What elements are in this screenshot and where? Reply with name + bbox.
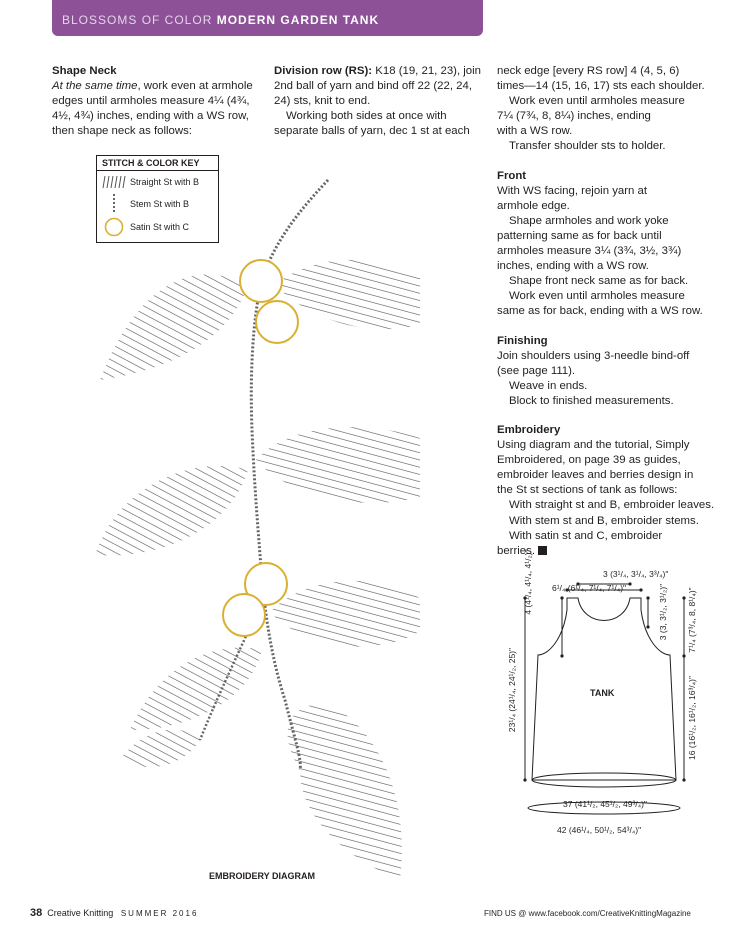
stitch-color-key — [96, 155, 219, 243]
front-heading: Front — [497, 169, 527, 182]
finishing-heading: Finishing — [497, 334, 548, 347]
text-line: armhole edge. — [497, 199, 570, 212]
text-line: With satin st and C, embroider — [509, 529, 663, 542]
text-line: With straight st and B, embroider leaves. — [509, 499, 715, 512]
key-satin: Satin St with C — [130, 222, 190, 232]
dim-chest: 37 (41¹/₂, 45¹/₂, 49³/₄)" — [563, 799, 647, 809]
text-line: Work even until armholes measure — [509, 95, 685, 108]
text-line: embroider leaves and berries design in — [497, 469, 694, 482]
text-line: 7¼ (7¾, 8, 8¼) inches, ending — [497, 110, 651, 123]
column-2 — [274, 64, 489, 139]
text-line: armholes measure 3¼ (3¾, 3½, 3¾) — [497, 245, 682, 258]
text-line: Using diagram and the tutorial, Simply — [497, 439, 690, 452]
straight-stitch-icon — [101, 175, 127, 189]
embroidery-heading: Embroidery — [497, 423, 561, 436]
footer-findus: FIND US @ www.facebook.com/CreativeKnittingMagazine — [484, 909, 691, 918]
stem-stitch-icon — [111, 194, 117, 212]
key-straight: Straight St with B — [130, 177, 200, 187]
text-line: Block to finished measurements. — [509, 394, 674, 407]
text-line: (see page 111). — [497, 364, 576, 377]
text-line: Join shoulders using 3-needle bind-off — [497, 349, 690, 362]
leaf — [95, 466, 248, 556]
text-line: Work even until armholes measure — [509, 290, 685, 303]
berry — [256, 301, 298, 343]
text-line: inches, ending with a WS row. — [497, 260, 649, 273]
section-header — [52, 0, 483, 36]
embroidery-diagram — [90, 175, 420, 895]
satin-stitch-icon — [104, 217, 124, 237]
text-line: Shape front neck same as for back. — [509, 275, 689, 288]
text-line: times—14 (15, 16, 17) sts each shoulder. — [497, 80, 705, 93]
text-line: with a WS row. — [497, 125, 573, 138]
page-number: 38 — [30, 907, 43, 919]
dim-right-body: 16 (16¹/₂, 16¹/₂, 16³/₄)" — [687, 676, 697, 760]
text-line-end: berries. — [497, 544, 717, 559]
text-line: same as for back, ending with a WS row. — [497, 305, 703, 318]
header-section: BLOSSOMS OF COLOR — [62, 13, 213, 27]
leaf — [120, 730, 200, 767]
leaf — [256, 427, 420, 503]
issue: SUMMER 2016 — [120, 909, 199, 918]
text-line: With WS facing, rejoin yarn at — [497, 184, 648, 197]
leaf — [288, 704, 402, 880]
text-line: Weave in ends. — [509, 379, 588, 392]
text-line: patterning same as for back until — [497, 229, 662, 242]
leaf — [270, 581, 420, 647]
dim-hem: 42 (46¹/₄, 50¹/₂, 54³/₄)" — [557, 825, 642, 835]
footer-left — [30, 907, 198, 919]
column-1 — [52, 64, 262, 139]
text-line: separate balls of yarn, dec 1 st at each — [274, 125, 470, 138]
dim-right-shoulder: 3 (3, 3¹/₂, 3¹/₂)" — [658, 583, 668, 641]
text-line: neck edge [every RS row] 4 (4, 5, 6) — [497, 65, 680, 77]
column-3 — [497, 64, 717, 559]
dim-left-length: 23¹/₄ (24¹/₄, 24¹/₂, 25)" — [507, 647, 517, 733]
end-square-icon — [538, 546, 547, 555]
shape-neck-heading: Shape Neck — [52, 65, 117, 77]
text-line: then shape neck as follows: — [52, 125, 192, 138]
text-line: Transfer shoulder sts to holder. — [509, 140, 666, 153]
key-title: STITCH & COLOR KEY — [97, 156, 218, 171]
dim-right-armhole: 7¹/₄ (7³/₄, 8, 8¹/₄)" — [687, 587, 697, 653]
leaf — [130, 648, 262, 730]
key-stem: Stem St with B — [130, 199, 190, 209]
header-title: MODERN GARDEN TANK — [216, 13, 380, 27]
text-line: the St st sections of tank as follows: — [497, 484, 678, 497]
magazine-name: Creative Knitting — [47, 908, 114, 918]
berry — [240, 260, 282, 302]
dim-top-width: 3 (3¹/₄, 3¹/₄, 3³/₄)" — [603, 569, 669, 579]
embroidery-caption: EMBROIDERY DIAGRAM — [209, 871, 316, 881]
text-line: Shape armholes and work yoke — [509, 214, 669, 227]
text-line: With stem st and B, embroider stems. — [509, 514, 699, 527]
text-line: Embroidered, on page 39 as guides, — [497, 454, 681, 467]
berry — [223, 594, 265, 636]
header-text — [62, 13, 379, 27]
division-row-text: Division row (RS): K18 (19, 21, 23), join — [274, 65, 482, 77]
leaf — [100, 274, 248, 380]
text-line: 24) sts, knit to end. — [274, 95, 371, 108]
dim-left-neck: 4 (4¹/₄, 4¹/₄, 4¹/₂)" — [523, 549, 533, 615]
shape-neck-text: At the same time, work even at armhole — [52, 80, 253, 93]
dim-neck-width: 6¹/₄ (6¹/₄, 7¹/₄, 7¹/₄)" — [552, 583, 627, 593]
text-line: Working both sides at once with — [286, 110, 447, 123]
text-line: 2nd ball of yarn and bind off 22 (22, 24, — [274, 80, 473, 93]
text-line: 4½, 4¾) inches, ending with a WS row, — [52, 110, 249, 123]
text-line: edges until armholes measure 4¼ (4¾, — [52, 95, 250, 108]
tank-label: TANK — [590, 688, 615, 698]
